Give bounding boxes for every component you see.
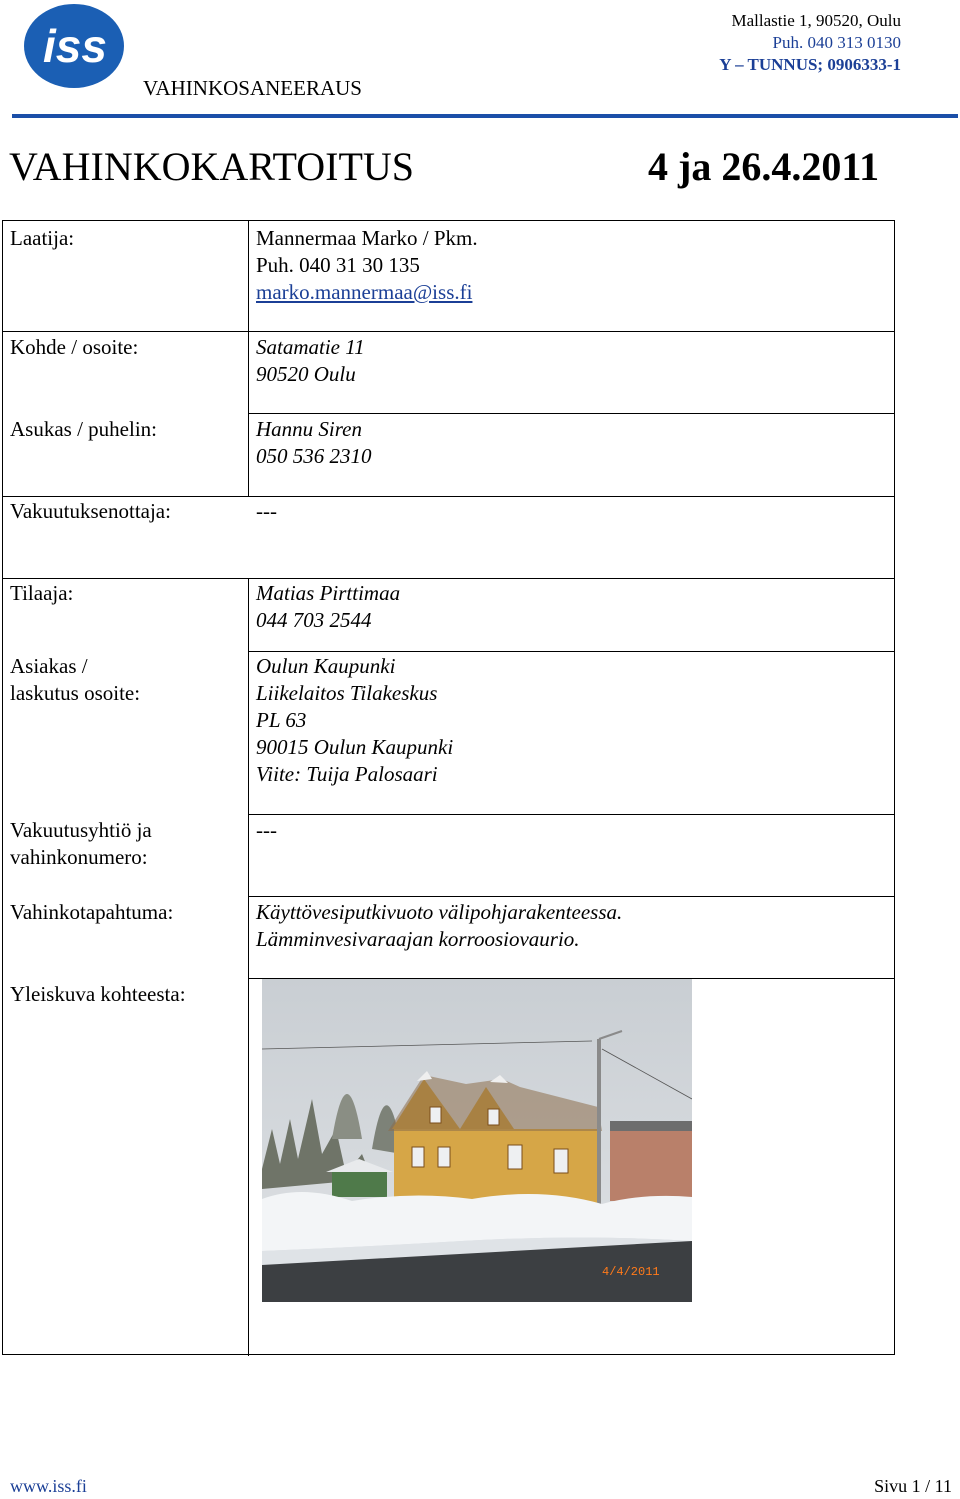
footer-page-number: Sivu 1 / 11 [874, 1476, 952, 1496]
kohde-postcode: 90520 Oulu [256, 362, 356, 386]
label-vakuutuksenottaja: Vakuutuksenottaja: [10, 499, 171, 523]
label-vakuutusyhtio: Vakuutusyhtiö ja [10, 818, 152, 842]
document-title: VAHINKOKARTOITUS [9, 144, 415, 189]
asiakas-line: Viite: Tuija Palosaari [256, 762, 438, 786]
label-kohde-osoite: Kohde / osoite: [10, 335, 139, 359]
document-date: 4 ja 26.4.2011 [648, 144, 880, 189]
label-laatija: Laatija: [10, 226, 75, 250]
row-divider [3, 578, 894, 579]
laatija-name: Mannermaa Marko / Pkm. [256, 226, 478, 250]
company-contact [719, 10, 901, 76]
column-divider [248, 578, 249, 1356]
row-divider [248, 413, 894, 414]
laatija-phone: Puh. 040 31 30 135 [256, 253, 420, 277]
vahinkotapahtuma-line1: Käyttövesiputkivuoto välipohjarakenteessa. [256, 900, 623, 924]
label-yleiskuva: Yleiskuva kohteesta: [10, 982, 186, 1006]
iss-logo [22, 2, 128, 90]
row-divider [248, 896, 894, 897]
company-address: Mallastie 1, 90520, Oulu [731, 11, 901, 30]
building-photo [262, 979, 692, 1302]
label-vahinkonumero: vahinkonumero: [10, 845, 148, 869]
label-vahinkotapahtuma: Vahinkotapahtuma: [10, 900, 174, 924]
asiakas-line: PL 63 [256, 708, 307, 732]
row-divider [248, 651, 894, 652]
business-id: Y – TUNNUS; 0906333-1 [719, 55, 901, 74]
tilaaja-phone: 044 703 2544 [256, 608, 372, 632]
asukas-name: Hannu Siren [256, 417, 362, 441]
label-tilaaja: Tilaaja: [10, 581, 74, 605]
vahinkotapahtuma-line2: Lämminvesivaraajan korroosiovaurio. [256, 927, 580, 951]
asiakas-line: 90015 Oulun Kaupunki [256, 735, 454, 759]
label-laskutus-osoite: laskutus osoite: [10, 681, 141, 705]
vakuutusyhtio-value: --- [256, 818, 277, 842]
label-asukas-puhelin: Asukas / puhelin: [10, 417, 157, 441]
vakuutuksenottaja-value: --- [256, 499, 277, 523]
header-divider [12, 114, 958, 118]
logo-text: iss [43, 20, 107, 72]
kohde-street: Satamatie 11 [256, 335, 365, 359]
label-asiakas: Asiakas / [10, 654, 88, 678]
asiakas-line: Oulun Kaupunki [256, 654, 396, 678]
row-divider [248, 814, 894, 815]
laatija-email-link[interactable]: marko.mannermaa@iss.fi [256, 280, 473, 304]
column-divider [248, 221, 249, 496]
row-divider [3, 331, 894, 332]
tilaaja-name: Matias Pirttimaa [256, 581, 401, 605]
department-name: VAHINKOSANEERAUS [143, 76, 362, 100]
asukas-phone: 050 536 2310 [256, 444, 372, 468]
company-phone: Puh. 040 313 0130 [772, 33, 901, 52]
asiakas-line: Liikelaitos Tilakeskus [256, 681, 438, 705]
row-divider [3, 496, 894, 497]
footer-website-link[interactable]: www.iss.fi [10, 1476, 87, 1496]
photo-date-stamp: 4/4/2011 [602, 1265, 660, 1279]
